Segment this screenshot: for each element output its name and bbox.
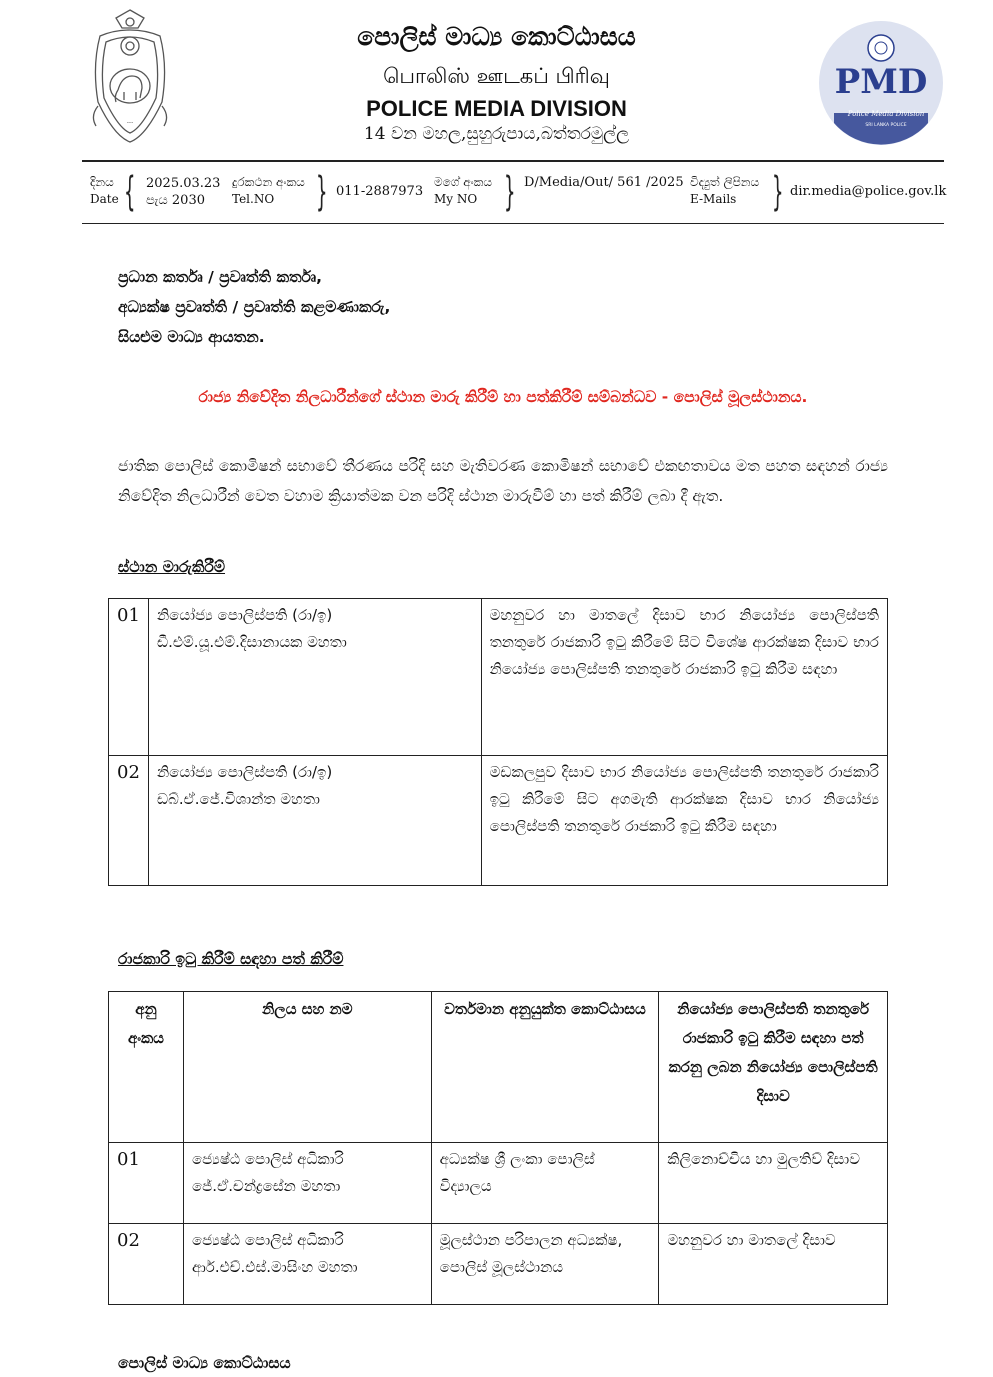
section-appointments-title: රාජකාරි ඉටු කිරීම් සඳහා පත් කිරීම් xyxy=(118,950,344,968)
officer-rank: නියෝජ්‍ය පොලිස්පති (රා/ඉ) xyxy=(156,763,333,781)
appointed-range-cell: මහනුවර හා මාතලේ දිසාව xyxy=(659,1224,888,1305)
addressee-3: සියළුම මාධ්‍ය ආයතන. xyxy=(118,328,265,346)
appointments-table xyxy=(108,991,888,1305)
header-rule-bottom xyxy=(82,223,944,224)
transfer-detail: මහනුවර හා මාතලේ දිසාව භාර නියෝජ්‍ය පොලිස්පති තනතුරේ රාජකාරි ඉටු කිරීමේ සිට විශේෂ ආරක්ෂක දිසාව භාර නියෝජ්‍ය පොලිස්පති තනතුරේ රාජකාරි ඉටු කිරීම සඳහා xyxy=(481,599,887,756)
header-title-english: POLICE MEDIA DIVISION xyxy=(366,96,627,121)
email-value[interactable]: dir.media@police.gov.lk xyxy=(790,184,947,199)
tel-value: 011-2887973 xyxy=(336,184,424,199)
time-value: පැය 2030 xyxy=(146,193,205,208)
col-header-rank-name: නිලය සහ නම xyxy=(183,992,431,1143)
col-header-appointed-range: නියෝජ්‍ය පොලිස්පති තනතුරේ රාජකාරි ඉටු කිරීම සඳහා පත් කරනු ලබන නියෝජ්‍ය පොලිස්පති දිසාව xyxy=(659,992,888,1143)
row-number: 01 xyxy=(109,599,149,756)
col-header-current-division: වර්තමාන අනුයුක්ත කොට්ඨාසය xyxy=(431,992,659,1143)
officer-rank: නියෝජ්‍ය පොලිස්පති (රා/ඉ) xyxy=(156,606,333,624)
addressee-1: ප්‍රධාන කර්තෘ / ප්‍රවෘත්ති කර්තෘ, xyxy=(118,268,322,286)
officer-cell xyxy=(148,599,481,756)
intro-paragraph: ජාතික පොලිස් කොමිෂන් සභාවේ තීරණය පරිදි සහ මැතිවරණ කොමිෂන් සභාවේ එකඟතාවය මත පහත සඳහන් රාජ්‍ය නිවේදිත නිලධාරීන් වෙත වහාම ක්‍රියාත්මක වන පරිදි ස්ථාන මාරුවීම් හා පත් කිරීම් ලබා දී ඇත. xyxy=(118,457,888,505)
my-no-label: මගේ අංකය My NO xyxy=(434,175,493,206)
table-header-row xyxy=(109,992,888,1143)
row-number: 01 xyxy=(109,1143,184,1224)
addressee-2: අධ්‍යක්ෂ ප්‍රවෘත්ති / ප්‍රවෘත්ති කළමණාකරු, xyxy=(118,298,391,316)
table-row xyxy=(109,1143,888,1224)
subject-line: රාජ්‍ය නිවේදිත නිලධාරීන්ගේ ස්ථාන මාරු කිරීම් හා පත්කිරීම් සම්බන්ධව - පොලිස් මූලස්ථානය. xyxy=(198,388,808,406)
table-row xyxy=(109,1224,888,1305)
rank-name-cell: ජ්‍යෙෂ්ඨ පොලිස් අධිකාරි ආර්.එච්.එස්.මාසිංහ මහතා xyxy=(183,1224,431,1305)
svg-text:---: --- xyxy=(126,119,134,126)
transfer-detail: මඩකලපුව දිසාව භාර නියෝජ්‍ය පොලිස්පති තනතුරේ රාජකාරි ඉටු කිරීමේ සිට අගමැති ආරක්ෂක දිසාව භාර නියෝජ්‍ය පොලිස්පති තනතුරේ රාජකාරි ඉටු කිරීම සඳහා xyxy=(481,756,887,886)
svg-text:Police Media Division: Police Media Division xyxy=(847,110,925,118)
brace: } xyxy=(504,169,516,215)
col-header-serial: අනු අංකය xyxy=(109,992,184,1143)
date-label: දිනය Date xyxy=(90,175,119,206)
transfers-table xyxy=(108,598,888,886)
header-title-tamil: பொலிஸ் ஊடகப் பிரிவு xyxy=(383,64,610,88)
brace: { xyxy=(124,169,136,215)
header-address: 14 වන මහල,සුහුරුපාය,බත්තරමුල්ල xyxy=(363,124,630,144)
svg-text:PMD: PMD xyxy=(834,62,928,102)
rank-name-cell: ජ්‍යෙෂ්ඨ පොලිස් අධිකාරි ජේ.ඒ.චන්ද්‍රසේන මහතා xyxy=(183,1143,431,1224)
officer-cell xyxy=(148,756,481,886)
header-title-sinhala: පොලිස් මාධ්‍ය කොට්ඨාසය xyxy=(357,22,636,51)
footer-signature: පොලිස් මාධ්‍ය කොට්ඨාසය xyxy=(118,1354,291,1372)
email-label: විද්‍යුත් ලිපිනය E-Mails xyxy=(690,175,760,206)
appointed-range-cell: කිලිනොච්චිය හා මුලතිව් දිසාව xyxy=(659,1143,888,1224)
brace: } xyxy=(772,169,784,215)
tel-label: දුරකථන අංකය Tel.NO xyxy=(232,175,305,206)
section-transfers-title: ස්ථාන මාරුකිරීම් xyxy=(118,558,226,576)
officer-name: ඩබ්.ඒ.ජේ.විශාන්ත මහතා xyxy=(156,790,320,808)
svg-text:SRI LANKA POLICE: SRI LANKA POLICE xyxy=(865,123,907,128)
officer-name: ඩී.එම්.යූ.එම්.දිසානායක මහතා xyxy=(156,633,347,651)
header-rule-top xyxy=(82,160,944,162)
current-division-cell: අධ්‍යක්ෂ ශ්‍රී ලංකා පොලිස් විද්‍යාලය xyxy=(431,1143,659,1224)
row-number: 02 xyxy=(109,1224,184,1305)
my-no-value: D/Media/Out/ 561 /2025 xyxy=(524,175,684,190)
current-division-cell: මූලස්ථාන පරිපාලන අධ්‍යක්ෂ, පොලිස් මූලස්ථානය xyxy=(431,1224,659,1305)
table-row xyxy=(109,599,888,756)
brace: } xyxy=(316,169,328,215)
date-value: 2025.03.23 xyxy=(146,176,221,191)
row-number: 02 xyxy=(109,756,149,886)
table-row xyxy=(109,756,888,886)
